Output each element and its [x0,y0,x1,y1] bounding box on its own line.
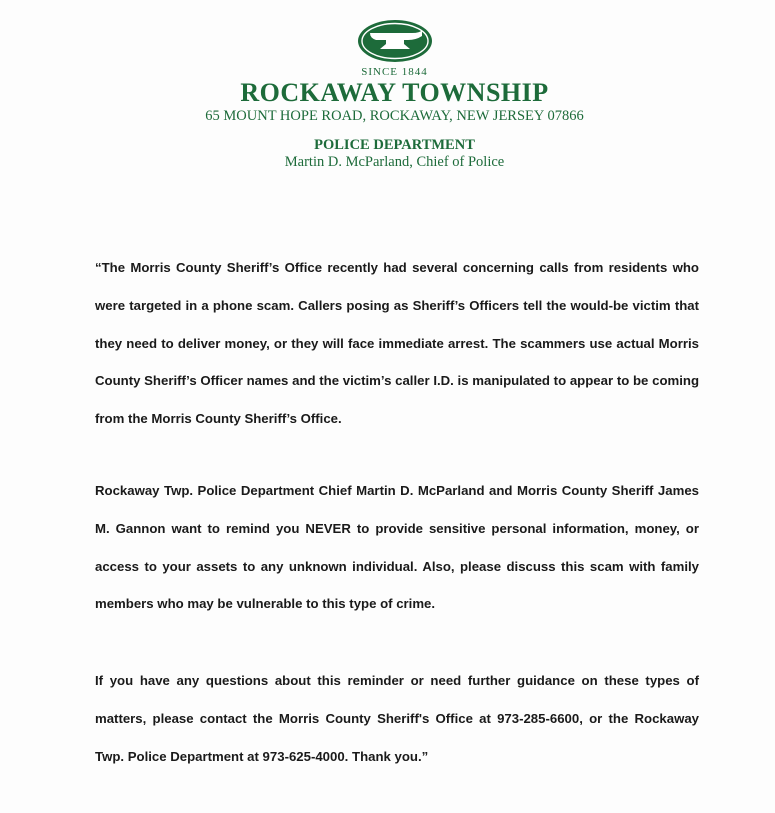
anvil-seal-icon [356,18,434,64]
since-year: SINCE 1844 [361,66,428,78]
paragraph-reminder: Rockaway Twp. Police Department Chief Martin D. McParland and Morris County Sheriff James M. Gannon want to remind you NEVER to provide sensitive personal information, money, or access to your assets to any unknown individual. Also, please discuss this scam with family members who may be vulnerable to this type of crime. [95,483,699,612]
township-name: ROCKAWAY TOWNSHIP [240,78,549,107]
chief-of-police: Martin D. McParland, Chief of Police [284,154,505,170]
township-address: 65 MOUNT HOPE ROAD, ROCKAWAY, NEW JERSEY 07866 [205,108,584,124]
paragraph-contact-info: If you have any questions about this reminder or need further guidance on these types of matters, please contact the Morris County Sheriff's Office at 973-285-6600, or the Rockaway Twp. Police Department at 973-625-4000. Thank you.” [95,673,699,764]
paragraph-scam-warning: “The Morris County Sheriff’s Office recently had several concerning calls from residents who were targeted in a phone scam. Callers posing as Sheriff’s Officers tell the would-be victim that they need to deliver money, or they will face immediate arrest. The scammers use actual Morris County Sheriff’s Officer names and the victim’s caller I.D. is manipulated to appear to be coming from the Morris County Sheriff’s Office. [95,260,699,427]
department-name: POLICE DEPARTMENT [314,137,475,153]
letterhead [0,18,775,171]
